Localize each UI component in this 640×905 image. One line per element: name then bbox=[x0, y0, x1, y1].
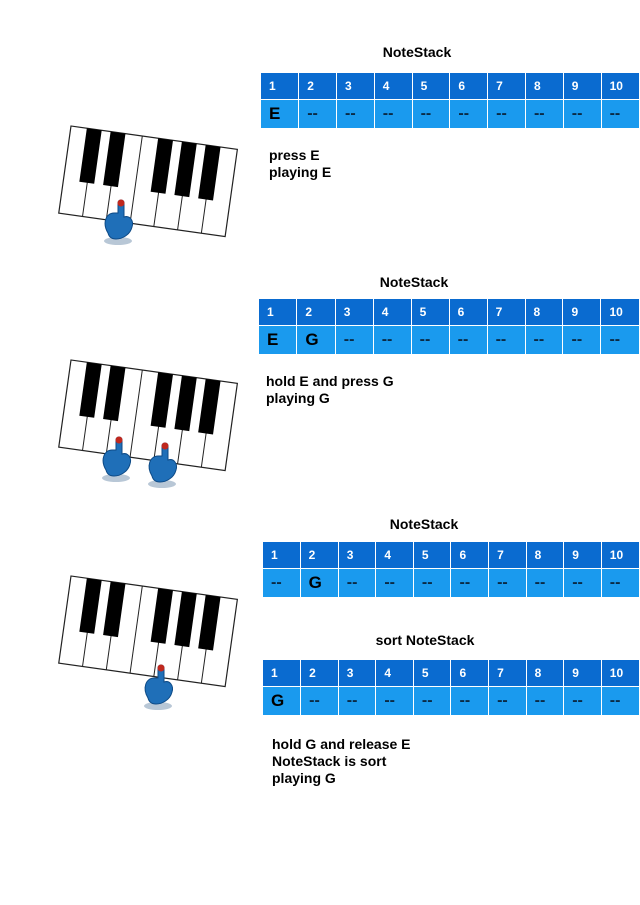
notestack-title: NoteStack bbox=[389, 516, 459, 532]
slot-index: 7 bbox=[489, 660, 527, 687]
slot-index: 3 bbox=[335, 299, 373, 326]
slot-index: 6 bbox=[450, 73, 488, 100]
slot-value: -- bbox=[338, 569, 376, 598]
notestack-table bbox=[260, 72, 640, 129]
caption-line: playing G bbox=[266, 390, 330, 406]
slot-index: 2 bbox=[301, 660, 339, 687]
slot-value: -- bbox=[299, 100, 337, 129]
slot-index: 4 bbox=[374, 73, 412, 100]
slot-index: 10 bbox=[601, 542, 639, 569]
slot-value: -- bbox=[488, 100, 526, 129]
slot-index: 7 bbox=[487, 299, 525, 326]
slot-index: 10 bbox=[601, 660, 639, 687]
piano-keyboard-icon bbox=[50, 356, 250, 496]
caption-line: hold G and release E bbox=[272, 736, 411, 752]
slot-value: -- bbox=[489, 569, 527, 598]
notestack-title: NoteStack bbox=[379, 274, 449, 290]
slot-value: -- bbox=[374, 100, 412, 129]
slot-value: -- bbox=[601, 569, 639, 598]
slot-value: -- bbox=[301, 687, 339, 716]
slot-value: -- bbox=[601, 100, 639, 129]
slot-index: 1 bbox=[263, 542, 301, 569]
slot-value: -- bbox=[564, 569, 602, 598]
slot-value: -- bbox=[563, 100, 601, 129]
caption-line: hold E and press G bbox=[266, 373, 394, 389]
panel-caption bbox=[266, 373, 394, 407]
index-row bbox=[259, 299, 640, 326]
slot-value: -- bbox=[376, 687, 414, 716]
slot-index: 5 bbox=[413, 660, 451, 687]
slot-value: E bbox=[259, 326, 297, 355]
slot-index: 5 bbox=[412, 73, 450, 100]
slot-value: -- bbox=[451, 569, 489, 598]
index-row bbox=[261, 73, 640, 100]
slot-value: E bbox=[261, 100, 299, 129]
slot-index: 1 bbox=[263, 660, 301, 687]
value-row bbox=[263, 687, 640, 716]
slot-value: G bbox=[263, 687, 301, 716]
slot-index: 4 bbox=[376, 542, 414, 569]
slot-index: 10 bbox=[601, 73, 639, 100]
slot-index: 8 bbox=[525, 73, 563, 100]
slot-value: -- bbox=[487, 326, 525, 355]
slot-value: -- bbox=[601, 326, 640, 355]
slot-index: 5 bbox=[411, 299, 449, 326]
slot-value: -- bbox=[413, 687, 451, 716]
slot-index: 9 bbox=[563, 73, 601, 100]
slot-index: 7 bbox=[489, 542, 527, 569]
slot-value: -- bbox=[413, 569, 451, 598]
index-row bbox=[263, 542, 640, 569]
slot-value: -- bbox=[373, 326, 411, 355]
sorted-notestack-table bbox=[262, 659, 640, 716]
slot-value: -- bbox=[601, 687, 639, 716]
index-row bbox=[263, 660, 640, 687]
notestack-table bbox=[262, 541, 640, 598]
value-row bbox=[259, 326, 640, 355]
slot-value: -- bbox=[338, 687, 376, 716]
slot-value: -- bbox=[376, 569, 414, 598]
slot-index: 1 bbox=[259, 299, 297, 326]
slot-value: -- bbox=[525, 326, 563, 355]
panel-caption bbox=[269, 147, 331, 181]
panel-caption bbox=[272, 736, 411, 787]
slot-index: 9 bbox=[564, 542, 602, 569]
slot-value: -- bbox=[335, 326, 373, 355]
value-row bbox=[261, 100, 640, 129]
slot-value: -- bbox=[489, 687, 527, 716]
slot-index: 6 bbox=[451, 542, 489, 569]
slot-value: -- bbox=[450, 100, 488, 129]
slot-index: 2 bbox=[300, 542, 338, 569]
slot-index: 3 bbox=[336, 73, 374, 100]
slot-value: -- bbox=[336, 100, 374, 129]
sorted-notestack-title: sort NoteStack bbox=[375, 632, 475, 648]
notestack-title: NoteStack bbox=[382, 44, 452, 60]
slot-index: 8 bbox=[526, 542, 564, 569]
slot-index: 6 bbox=[449, 299, 487, 326]
slot-index: 9 bbox=[563, 299, 601, 326]
slot-index: 8 bbox=[525, 299, 563, 326]
slot-value: G bbox=[300, 569, 338, 598]
slot-value: -- bbox=[449, 326, 487, 355]
slot-index: 5 bbox=[413, 542, 451, 569]
slot-index: 7 bbox=[488, 73, 526, 100]
slot-index: 1 bbox=[261, 73, 299, 100]
slot-index: 8 bbox=[526, 660, 564, 687]
piano-keyboard-icon bbox=[50, 572, 250, 712]
slot-index: 6 bbox=[451, 660, 489, 687]
piano-keyboard-icon bbox=[50, 122, 250, 262]
slot-value: -- bbox=[263, 569, 301, 598]
slot-index: 4 bbox=[373, 299, 411, 326]
slot-value: G bbox=[297, 326, 335, 355]
slot-value: -- bbox=[526, 687, 564, 716]
notestack-table bbox=[258, 298, 640, 355]
slot-index: 9 bbox=[564, 660, 602, 687]
slot-index: 3 bbox=[338, 542, 376, 569]
slot-index: 4 bbox=[376, 660, 414, 687]
slot-index: 2 bbox=[297, 299, 335, 326]
slot-value: -- bbox=[564, 687, 602, 716]
slot-value: -- bbox=[563, 326, 601, 355]
caption-line: press E bbox=[269, 147, 320, 163]
slot-index: 2 bbox=[299, 73, 337, 100]
slot-value: -- bbox=[451, 687, 489, 716]
slot-value: -- bbox=[525, 100, 563, 129]
slot-index: 3 bbox=[338, 660, 376, 687]
slot-value: -- bbox=[412, 100, 450, 129]
caption-line: playing E bbox=[269, 164, 332, 180]
slot-index: 10 bbox=[601, 299, 640, 326]
caption-line: NoteStack is sort bbox=[272, 753, 387, 769]
slot-value: -- bbox=[526, 569, 564, 598]
caption-line: playing G bbox=[272, 770, 336, 786]
slot-value: -- bbox=[411, 326, 449, 355]
value-row bbox=[263, 569, 640, 598]
